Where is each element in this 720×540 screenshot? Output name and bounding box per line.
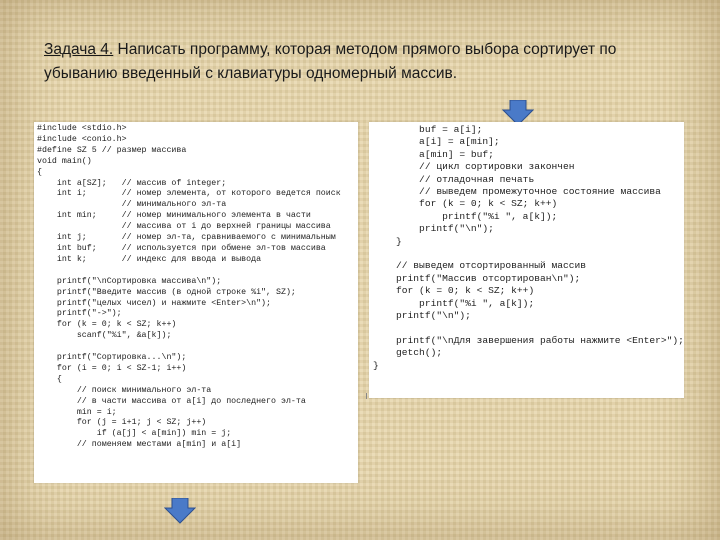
- code-left-line: #include <conio.h>: [37, 134, 127, 144]
- code-right-line: printf("\n");: [373, 223, 494, 235]
- code-right-line: [373, 323, 684, 335]
- code-left-line: #include <stdio.h>: [37, 124, 127, 133]
- code-right-line: printf("\nДля завершения работы нажмите <Enter>");: [373, 334, 684, 346]
- code-listing-part-2: [369, 122, 684, 372]
- code-left-line: for (j = i+1; j < SZ; j++): [37, 418, 207, 428]
- code-right-line: getch();: [373, 347, 443, 359]
- code-right-line: for (k = 0; k < SZ; k++): [373, 198, 558, 210]
- code-left-line: scanf("%i", &a[k]);: [37, 331, 172, 341]
- code-left-line: int i; // номер элемента, от которого ведется поиск: [37, 189, 341, 199]
- code-right-line: for (k = 0; k < SZ; k++): [373, 285, 535, 297]
- code-panel-left: [34, 122, 358, 483]
- code-right-line: printf("%i ", a[k]);: [373, 210, 558, 222]
- code-right-line: // выведем промежуточное состояние массива: [373, 186, 661, 198]
- code-listing-part-1: [34, 122, 358, 451]
- code-left-line: printf("целых чисел) и нажмите <Enter>\n");: [37, 298, 272, 308]
- code-right-line: [373, 248, 684, 260]
- panel-edge-mark: [366, 393, 367, 399]
- code-left-line: printf("->");: [37, 309, 122, 319]
- slide-title: [44, 38, 694, 86]
- code-right-line: a[i] = a[min];: [373, 136, 500, 148]
- code-right-line: printf("\n");: [373, 310, 471, 322]
- code-left-line: int a[SZ]; // массив of integer;: [37, 178, 227, 188]
- code-left-line: min = i;: [37, 407, 117, 417]
- code-right-line: }: [373, 235, 402, 247]
- code-left-line: // массива от i до верхней границы массива: [37, 222, 331, 232]
- code-left-line: for (i = 0; i < SZ-1; i++): [37, 363, 187, 373]
- code-left-line: int min; // номер минимального элемента в части: [37, 211, 311, 221]
- code-left-line: printf("\nСортировка массива\n");: [37, 276, 222, 286]
- code-right-line: // выведем отсортированный массив: [373, 260, 587, 272]
- code-right-line: }: [373, 359, 379, 371]
- code-left-line: {: [37, 167, 42, 177]
- code-left-line: int k; // индекс для ввода и вывода: [37, 254, 262, 264]
- code-left-line: // в части массива от a[i] до последнего эл-та: [37, 396, 306, 406]
- code-left-line: [37, 342, 358, 353]
- code-right-line: buf = a[i];: [373, 124, 483, 135]
- code-left-line: // минимального эл-та: [37, 200, 227, 210]
- task-description: Написать программу, которая методом прямого выбора сортирует по убыванию введенный с клавиатуры одномерный массив.: [44, 41, 617, 82]
- code-left-line: printf("Введите массив (в одной строке %i", SZ);: [37, 287, 296, 297]
- code-left-line: int j; // номер эл-та, сравниваемого с минимальным: [37, 233, 336, 243]
- code-left-line: printf("Сортировка...\n");: [37, 353, 187, 363]
- code-left-line: #define SZ 5 // размер массива: [37, 145, 187, 155]
- code-right-line: // отладочная печать: [373, 173, 535, 185]
- task-label: Задача 4.: [44, 41, 114, 58]
- code-left-line: for (k = 0; k < SZ; k++): [37, 320, 177, 330]
- code-panel-right: [369, 122, 684, 398]
- code-left-line: // поменяем местами a[min] и a[i]: [37, 440, 242, 450]
- code-right-line: a[min] = buf;: [373, 148, 494, 160]
- code-left-line: // поиск минимального эл-та: [37, 385, 212, 395]
- code-left-line: void main(): [37, 156, 92, 166]
- code-left-line: if (a[j] < a[min]) min = j;: [37, 429, 232, 439]
- arrow-down-icon: [164, 498, 196, 524]
- code-right-line: printf("%i ", a[k]);: [373, 297, 535, 309]
- code-left-line: {: [37, 374, 62, 384]
- code-left-line: int buf; // используется при обмене эл-тов массива: [37, 243, 326, 253]
- code-left-line: [37, 266, 358, 277]
- code-right-line: printf("Массив отсортирован\n");: [373, 272, 581, 284]
- code-right-line: // цикл сортировки закончен: [373, 161, 575, 173]
